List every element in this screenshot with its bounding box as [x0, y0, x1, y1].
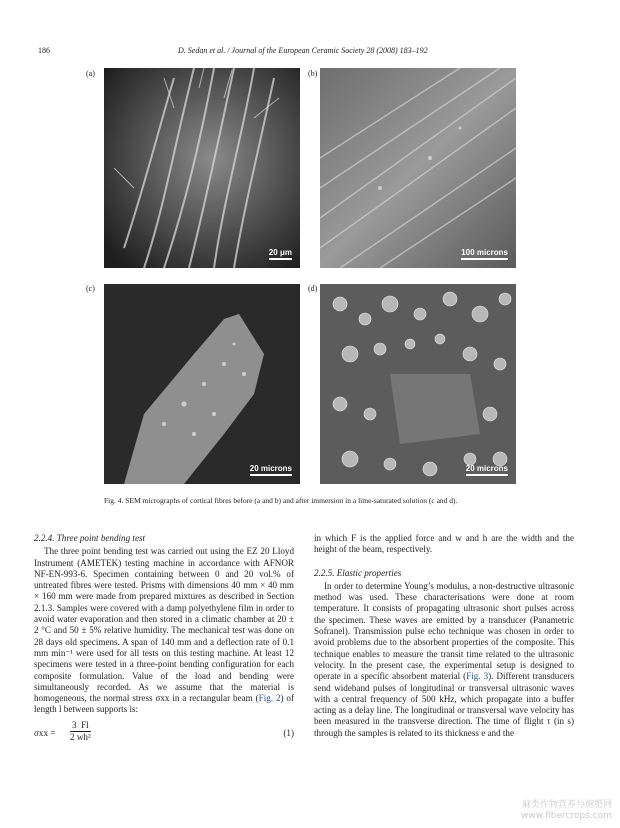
fig3-link[interactable]: Fig. 3 — [466, 671, 489, 682]
section-title-bending: 2.2.4. Three point bending test — [34, 533, 146, 543]
page-header — [38, 46, 582, 55]
sem-image-c — [104, 284, 300, 484]
left-column — [34, 533, 294, 750]
panel-label-d: (d) — [308, 284, 318, 293]
equation-lhs: σxx = — [34, 727, 56, 738]
equation-number: (1) — [283, 727, 294, 738]
equation-den-left: 2 — [70, 732, 75, 743]
fibre-surface-drawing-b — [320, 68, 516, 268]
equation-den-right: wh² — [76, 732, 91, 743]
fig2-link[interactable]: Fig. 2 — [258, 693, 281, 704]
scale-bar-b — [461, 248, 508, 260]
sem-figure — [86, 66, 530, 486]
equation-fraction — [70, 720, 91, 744]
equation-num-left: 3 — [72, 719, 77, 730]
watermark — [521, 800, 612, 822]
scale-bar-c — [250, 464, 292, 476]
equation-num-right: Fl — [81, 719, 89, 730]
section-title-elastic: 2.2.5. Elastic properties — [314, 567, 402, 578]
elastic-paragraph-text-b: ). Different transducers send wideband pulses of longitudinal or transversal ultrasonic waves with a central frequency of 500 kHz, which propagate into a buffer acting as a delay line. The longitudinal or transversal wave velocity has been measured in the transverse direction. The time of flight τ (in s) through the samples is related to its thickness e and the — [314, 671, 574, 738]
sem-image-a — [104, 68, 300, 268]
right-column — [314, 533, 574, 739]
scale-label-a: 20 μm — [268, 248, 292, 257]
scale-label-c: 20 microns — [249, 464, 292, 473]
panel-label-b: (b) — [308, 69, 318, 78]
running-title: D. Sedan et al. / Journal of the European Ceramic Society 28 (2008) 183–192 — [178, 46, 428, 55]
bending-paragraph — [34, 546, 294, 715]
fibre-bundle-drawing-a — [104, 68, 300, 268]
page-number: 186 — [38, 46, 50, 55]
scale-label-b: 100 microns — [461, 248, 508, 257]
bending-paragraph-text: The three point bending test was carried out using the EZ 20 Lloyd Instrument (AMETEK) testing machine in accordance with AFNOR NF-EN-993-6. Specimen containing between 0 and 20 vol.% of untreated fibres were tested. Prisms with dimensions 40 mm × 40 mm × 160 mm were made from prepared mixtures as described in Section 2.1.3. Samples were covered with a damp polyethylene film in order to avoid water evaporation and then stored in a climatic chamber at 20 ± 2 °C and 50 ± 5% relative humidity. The mechanical test was done on 28 days old specimens. A span of 140 mm and a deflection rate of 0.1 mm min⁻¹ were used for all tests on this testing machine. At least 12 specimens were tested in a three-point bending configuration for each composite formulation. Value of the load and bending were simultaneously recorded. As we assume that the material is homogeneous, the normal stress σxx in a rectangular beam ( — [34, 546, 294, 704]
crystal-deposits-drawing-d — [320, 284, 516, 484]
sem-image-d — [320, 284, 516, 484]
figure-caption: Fig. 4. SEM micrographs of cortical fibres before (a and b) and after immersion in a lime-saturated solution (c and d). — [104, 496, 458, 505]
scale-bar-d — [466, 464, 508, 476]
scale-bar-a — [269, 248, 292, 260]
panel-label-a: (a) — [86, 69, 95, 78]
continuation-paragraph: in which F is the applied force and w and h are the width and the height of the beam, respectively. — [314, 533, 574, 555]
scale-label-d: 20 microns — [465, 464, 508, 473]
watermark-line-2: www.fibercrops.com — [521, 811, 612, 821]
panel-label-c: (c) — [86, 284, 95, 293]
elastic-paragraph — [314, 581, 574, 739]
watermark-line-1: 麻类作物营养与施肥网 — [521, 800, 612, 810]
elastic-paragraph-text-a: In order to determine Young’s modulus, a non-destructive ultrasonic method was used. These characterisations were done at room temperature. It consists of propagating ultrasonic short pulses across the specimen. These waves are emitted by a transducer (Panametric Sofranel). Transmission pulse echo technique was chosen in order to avoid problems due to the absorbent properties of the composite. This technique enables to measure the transit time related to the ultrasonic velocity. In the present case, the experimental setup is designed to operate in a specific absorbent material ( — [314, 580, 574, 682]
sem-image-b — [320, 68, 516, 268]
bending-paragraph-end: ) of length l between supports is: — [34, 693, 294, 715]
coated-fibre-drawing-c — [104, 284, 300, 484]
equation-1 — [34, 720, 294, 750]
